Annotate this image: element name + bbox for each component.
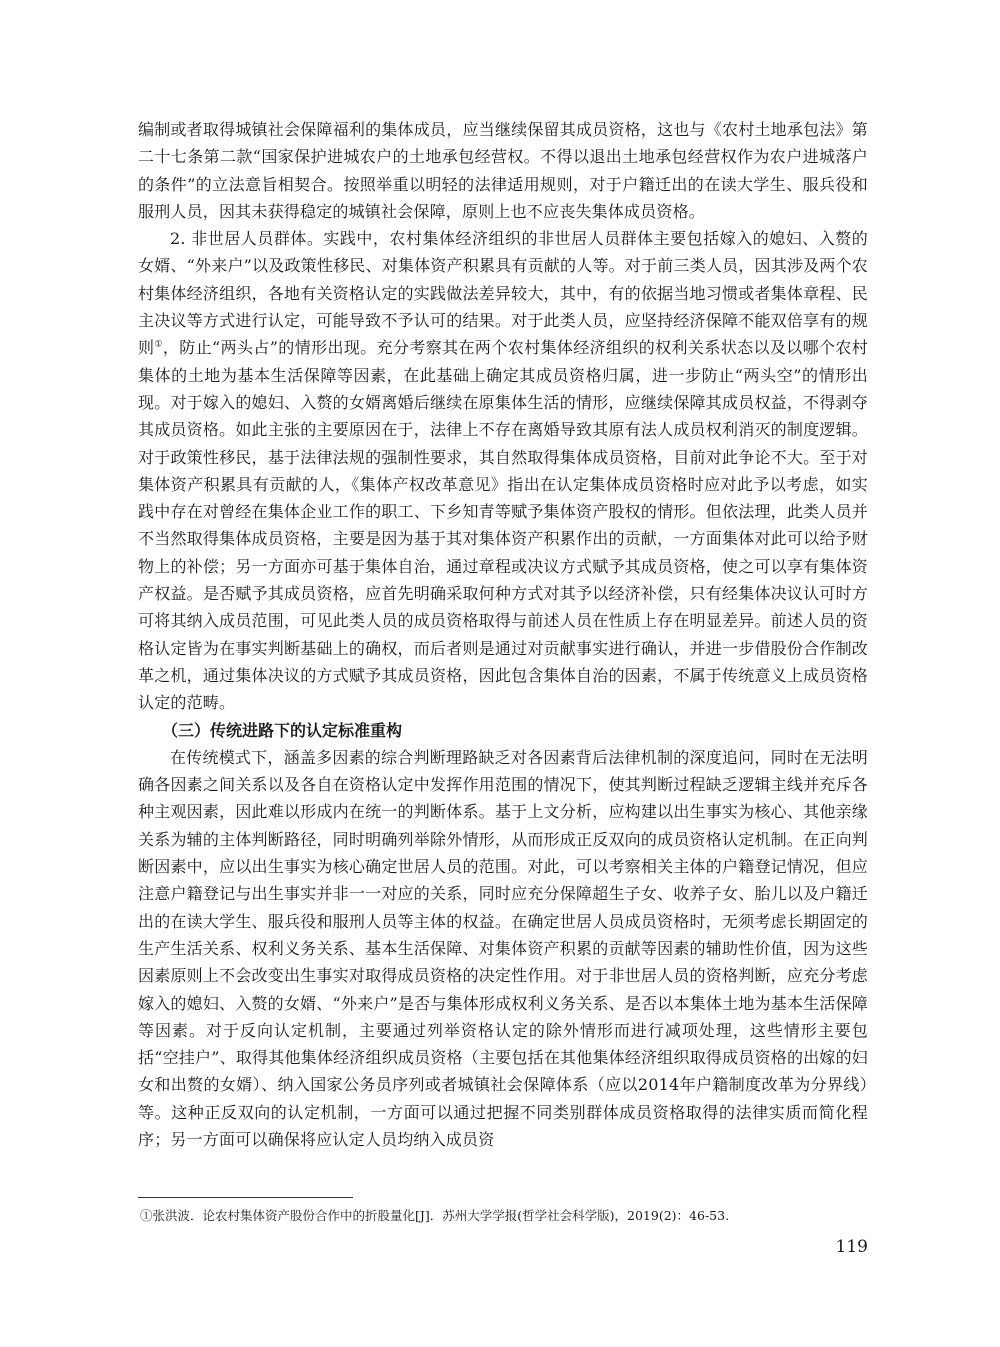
- paragraph-3: 在传统模式下，涵盖多因素的综合判断理路缺乏对各因素背后法律机制的深度追问，同时在无法明确各因素之间关系以及各自在资格认定中发挥作用范围的情况下，使其判断过程缺乏逻辑主线并充斥各种主观因素，因此难以形成内在统一的判断体系。基于上文分析，应构建以出生事实为核心、其他亲缘关系为辅的主体判断路径，同时明确列举除外情形，从而形成正反双向的成员资格认定机制。在正向判断因素中，应以出生事实为核心确定世居人员的范围。对此，可以考察相关主体的户籍登记情况，但应注意户籍登记与出生事实并非一一对应的关系，同时应充分保障超生子女、收养子女、胎儿以及户籍迁出的在读大学生、服兵役和服刑人员等主体的权益。在确定世居人员成员资格时，无须考虑长期固定的生产生活关系、权利义务关系、基本生活保障、对集体资产积累的贡献等因素的辅助性价值，因为这些因素原则上不会改变出生事实对取得成员资格的决定性作用。对于非世居人员的资格判断，应充分考虑嫁入的媳妇、入赘的女婿、“外来户”是否与集体形成权利义务关系、是否以本集体土地为基本生活保障等因素。对于反向认定机制，主要通过列举资格认定的除外情形而进行减项处理，这些情形主要包括“空挂户”、取得其他集体经济组织成员资格（主要包括在其他集体经济组织取得成员资格的出嫁的妇女和出赘的女婿）、纳入国家公务员序列或者城镇社会保障体系（应以2014年户籍制度改革为分界线）等。这种正反双向的认定机制，一方面可以通过把握不同类别群体成员资格取得的法律实质而简化程序；另一方面可以确保将应认定人员均纳入成员资: [138, 747, 868, 1149]
- footnote-area: [138, 1197, 868, 1226]
- main-body: [138, 116, 868, 1153]
- paragraph-2-text-a: 2. 非世居人员群体。实践中，农村集体经济组织的非世居人员群体主要包括嫁入的媳妇、入赘的女婿、“外来户”以及政策性移民、对集体资产积累具有贡献的人等。对于前三类人员，因其涉及两个农村集体经济组织，各地有关资格认定的实践做法差异较大，其中，有的依据当地习惯或者集体章程、民主决议等方式进行认定，可能导致不予认可的结果。对于此类人员，应坚持经济保障不能双倍享有的规则: [138, 229, 868, 358]
- paragraph-2: [138, 225, 868, 716]
- section-heading: （三）传统进路下的认定标准重构: [162, 720, 403, 740]
- footnote-divider: [138, 1197, 353, 1198]
- footnote-reference[interactable]: ①: [154, 340, 163, 351]
- page-number: 119: [835, 1237, 868, 1257]
- paragraph-1: 编制或者取得城镇社会保障福利的集体成员，应当继续保留其成员资格，这也与《农村土地承包法》第二十七条第二款“国家保护进城农户的土地承包经营权。不得以退出土地承包经营权作为农户进城落户的条件”的立法意旨相契合。按照举重以明轻的法律适用规则，对于户籍迁出的在读大学生、服兵役和服刑人员，因其未获得稳定的城镇社会保障，原则上也不应丧失集体成员资格。: [138, 120, 868, 221]
- footnote-text: ①张洪波．论农村集体资产股份合作中的折股量化[J]．苏州大学学报(哲学社会科学版)，2019(2)：46-53.: [140, 1208, 730, 1223]
- paragraph-2-text-b: ，防止“两头占”的情形出现。充分考察其在两个农村集体经济组织的权利关系状态以及以哪个农村集体的土地为基本生活保障等因素，在此基础上确定其成员资格归属，进一步防止“两头空”的情形出现。对于嫁入的媳妇、入赘的女婿离婚后继续在原集体生活的情形，应继续保障其成员权益，不得剥夺其成员资格。如此主张的主要原因在于，法律上不存在离婚导致其原有法人成员权利消灭的制度逻辑。对于政策性移民，基于法律法规的强制性要求，其自然取得集体成员资格，目前对此争论不大。至于对集体资产积累具有贡献的人，《集体产权改革意见》指出在认定集体成员资格时应对此予以考虑，如实践中存在对曾经在集体企业工作的职工、下乡知青等赋予集体资产股权的情形。但依法理，此类人员并不当然取得集体成员资格，主要是因为基于其对集体资产积累作出的贡献，一方面集体对此可以给予财物上的补偿；另一方面亦可基于集体自治，通过章程或决议方式赋予其成员资格，使之可以享有集体资产权益。是否赋予其成员资格，应首先明确采取何种方式对其予以经济补偿，只有经集体决议认可时方可将其纳入成员范围，可见此类人员的成员资格取得与前述人员在性质上存在明显差异。前述人员的资格认定皆为在事实判断基础上的确权，而后者则是通过对贡献事实进行确认，并进一步借股份合作制改革之机，通过集体决议的方式赋予其成员资格，因此包含集体自治的因素，不属于传统意义上成员资格认定的范畴。: [138, 338, 868, 713]
